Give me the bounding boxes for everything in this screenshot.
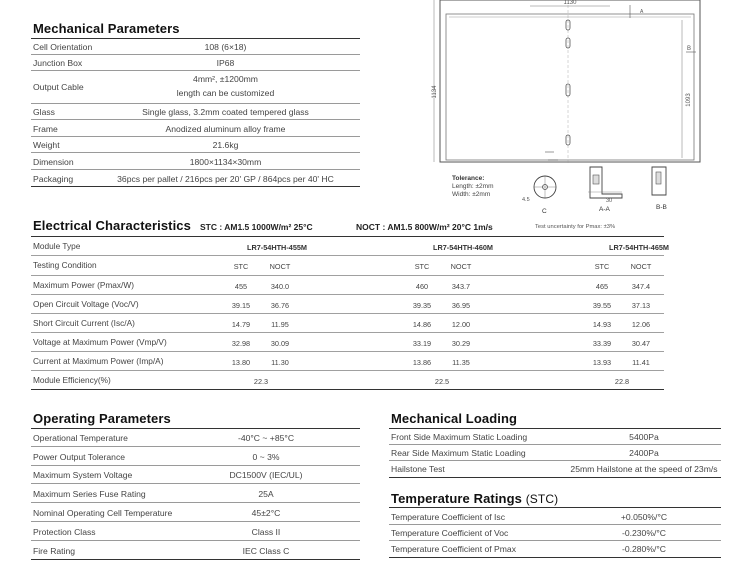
row-label: Current at Maximum Power (Imp/A) — [33, 356, 164, 366]
cell-value: 36.76 — [270, 301, 290, 310]
cell-value: 11.35 — [452, 358, 470, 367]
op-row-power-tolerance — [31, 447, 360, 466]
row-value: IEC Class C — [242, 546, 290, 556]
cell-value: 347.4 — [631, 282, 651, 291]
row-label: Nominal Operating Cell Temperature — [33, 508, 173, 518]
cell-value: 37.13 — [631, 301, 651, 310]
mech-row-weight — [31, 137, 360, 153]
temperature-title-text: Temperature Ratings — [391, 491, 522, 506]
mech-row-junction-box — [31, 55, 360, 71]
row-label: Weight — [33, 140, 60, 150]
label-aa: A-A — [599, 206, 610, 213]
mech-row-frame — [31, 120, 360, 137]
test-uncertainty-note: Test uncertainty for Pmax: ±3% — [535, 224, 616, 230]
op-row-fuse-rating — [31, 484, 360, 503]
row-value: 0 ~ 3% — [252, 452, 280, 462]
load-row-front — [389, 429, 721, 445]
row-label: Module Efficiency(%) — [33, 375, 111, 385]
row-value: 36pcs per pallet / 216pcs per 20' GP / 864pcs per 40' HC — [117, 174, 334, 184]
row-value: 108 (6×18) — [204, 42, 247, 52]
module-drawing — [430, 0, 736, 216]
cell-value: 11.30 — [271, 358, 289, 367]
op-row-fire-rating — [31, 541, 360, 560]
cell-value: 14.79 — [231, 320, 251, 329]
row-label: Glass — [33, 107, 55, 117]
mark-b-label: B — [687, 46, 692, 52]
noct-header-1: NOCT — [269, 262, 291, 271]
efficiency-460: 22.5 — [434, 377, 450, 386]
ec-row-vmp — [31, 333, 664, 352]
row-label: Operational Temperature — [33, 433, 128, 443]
row-value: 2400Pa — [629, 448, 659, 458]
stc-header-2: STC — [414, 262, 430, 271]
operating-title: Operating Parameters — [33, 411, 171, 426]
noct-conditions: NOCT : AM1.5 800W/m² 20°C 1m/s — [356, 222, 493, 232]
mech-row-packaging — [31, 170, 360, 187]
row-value: Anodized aluminum alloy frame — [165, 124, 286, 134]
row-value-line1: 4mm², ±1200mm — [193, 74, 258, 84]
cell-value: 39.55 — [592, 301, 612, 310]
model-465: LR7-54HTH-465M — [609, 243, 670, 252]
row-label: Maximum System Voltage — [33, 470, 133, 480]
row-label: Temperature Coefficient of Isc — [391, 512, 506, 522]
load-row-hailstone — [389, 461, 721, 478]
cell-value: 14.86 — [412, 320, 432, 329]
cell-value: 13.86 — [412, 358, 432, 367]
cell-value: 32.98 — [231, 339, 251, 348]
cell-value: 11.41 — [632, 358, 650, 367]
row-value: IP68 — [216, 58, 235, 68]
stc-header-3: STC — [594, 262, 610, 271]
load-row-rear — [389, 445, 721, 461]
ec-row-pmax — [31, 276, 664, 295]
ec-row-imp — [31, 352, 664, 371]
row-value: 25A — [258, 489, 274, 499]
cell-value: 455 — [234, 282, 248, 291]
cell-value: 13.80 — [231, 358, 251, 367]
row-value: -0.230%/°C — [621, 528, 667, 538]
cell-value: 12.06 — [631, 320, 651, 329]
row-value: 25mm Hailstone at the speed of 23m/s — [570, 464, 718, 474]
cell-value: 30.09 — [270, 339, 290, 348]
row-label: Junction Box — [33, 58, 83, 68]
row-label: Power Output Tolerance — [33, 452, 126, 462]
row-label: Short Circuit Current (Isc/A) — [33, 318, 135, 328]
ec-row-isc — [31, 314, 664, 333]
label-c: C — [542, 208, 547, 215]
model-460: LR7-54HTH-460M — [433, 243, 494, 252]
row-label: Output Cable — [33, 82, 84, 92]
row-value: Single glass, 3.2mm coated tempered glass — [142, 107, 309, 117]
row-value: 5400Pa — [629, 432, 659, 442]
row-label: Maximum Series Fuse Rating — [33, 489, 146, 499]
cell-value: 33.39 — [592, 339, 612, 348]
cell-value: 14.93 — [592, 320, 612, 329]
efficiency-455: 22.3 — [253, 377, 269, 386]
row-label: Front Side Maximum Static Loading — [391, 432, 528, 442]
temp-row-voc — [389, 525, 721, 541]
row-value: -40°C ~ +85°C — [237, 433, 295, 443]
inner-dim-label: 1093 — [686, 93, 692, 107]
row-label: Protection Class — [33, 527, 96, 537]
cell-value: 11.95 — [271, 320, 289, 329]
cell-value: 340.0 — [270, 282, 290, 291]
dim-45-label: 4.5 — [522, 197, 530, 203]
stc-header-1: STC — [233, 262, 249, 271]
cell-value: 460 — [415, 282, 429, 291]
temperature-title — [391, 491, 558, 506]
row-label: Rear Side Maximum Static Loading — [391, 448, 526, 458]
cell-value: 39.15 — [231, 301, 251, 310]
row-label: Dimension — [33, 157, 74, 167]
cell-value: 12.00 — [451, 320, 471, 329]
mech-row-glass — [31, 104, 360, 120]
row-label: Packaging — [33, 174, 74, 184]
mech-row-dimension — [31, 153, 360, 170]
ec-row-voc — [31, 295, 664, 314]
mechanical-title: Mechanical Parameters — [33, 21, 180, 36]
section-bb-hole — [656, 172, 661, 184]
tolerance-width: Width: ±2mm — [452, 191, 491, 198]
row-value: Class II — [251, 527, 281, 537]
row-label: Maximum Power (Pmax/W) — [33, 280, 134, 290]
dim-30-label: 30 — [606, 198, 613, 204]
mark-a-label: A — [640, 9, 644, 15]
top-dim-label: 1130 — [563, 0, 577, 6]
cell-value: 30.29 — [451, 339, 471, 348]
row-value-line2: length can be customized — [176, 88, 275, 98]
tolerance-title: Tolerance: — [452, 175, 485, 182]
op-row-temperature — [31, 429, 360, 447]
cell-value: 343.7 — [451, 282, 471, 291]
row-label: Frame — [33, 124, 58, 134]
ec-row-module-type — [31, 237, 670, 256]
row-label: Voltage at Maximum Power (Vmp/V) — [33, 337, 167, 347]
efficiency-465: 22.8 — [614, 377, 630, 386]
loading-title: Mechanical Loading — [391, 411, 518, 426]
temp-row-pmax — [389, 541, 721, 558]
height-dim-label: 1134 — [432, 85, 438, 99]
row-label: Cell Orientation — [33, 42, 93, 52]
cell-value: 30.47 — [631, 339, 651, 348]
cell-value: 33.19 — [412, 339, 432, 348]
row-value: 45±2°C — [251, 508, 281, 518]
model-455: LR7-54HTH-455M — [247, 243, 308, 252]
stc-conditions: STC : AM1.5 1000W/m² 25°C — [200, 222, 313, 232]
row-label: Hailstone Test — [391, 464, 445, 474]
mech-row-cell-orientation — [31, 39, 360, 55]
section-aa-hole — [593, 175, 599, 184]
op-row-noct — [31, 503, 360, 522]
row-value: 21.6kg — [212, 140, 239, 150]
row-label: Open Circuit Voltage (Voc/V) — [33, 299, 139, 309]
row-label: Temperature Coefficient of Pmax — [391, 544, 516, 554]
label-bb: B-B — [656, 204, 667, 211]
mech-row-output-cable — [31, 71, 360, 104]
temperature-title-suffix: (STC) — [525, 492, 559, 506]
row-label: Temperature Coefficient of Voc — [391, 528, 509, 538]
tolerance-length: Length: ±2mm — [452, 183, 494, 190]
noct-header-2: NOCT — [450, 262, 472, 271]
cell-value: 36.95 — [451, 301, 471, 310]
electrical-title: Electrical Characteristics — [33, 218, 191, 233]
row-value: 1800×1134×30mm — [189, 157, 262, 167]
cell-value: 39.35 — [412, 301, 432, 310]
row-value: -0.280%/°C — [621, 544, 667, 554]
row-label: Testing Condition — [33, 260, 97, 270]
cell-value: 465 — [595, 282, 609, 291]
ec-row-testing-condition — [31, 256, 664, 276]
row-value: +0.050%/°C — [620, 512, 668, 522]
noct-header-3: NOCT — [630, 262, 652, 271]
row-label: Fire Rating — [33, 546, 76, 556]
row-value: DC1500V (IEC/UL) — [229, 470, 303, 480]
row-label: Module Type — [33, 241, 81, 251]
temp-row-isc — [389, 508, 721, 525]
cell-value: 13.93 — [592, 358, 612, 367]
op-row-system-voltage — [31, 466, 360, 484]
op-row-protection-class — [31, 522, 360, 541]
ec-row-efficiency — [31, 371, 664, 390]
